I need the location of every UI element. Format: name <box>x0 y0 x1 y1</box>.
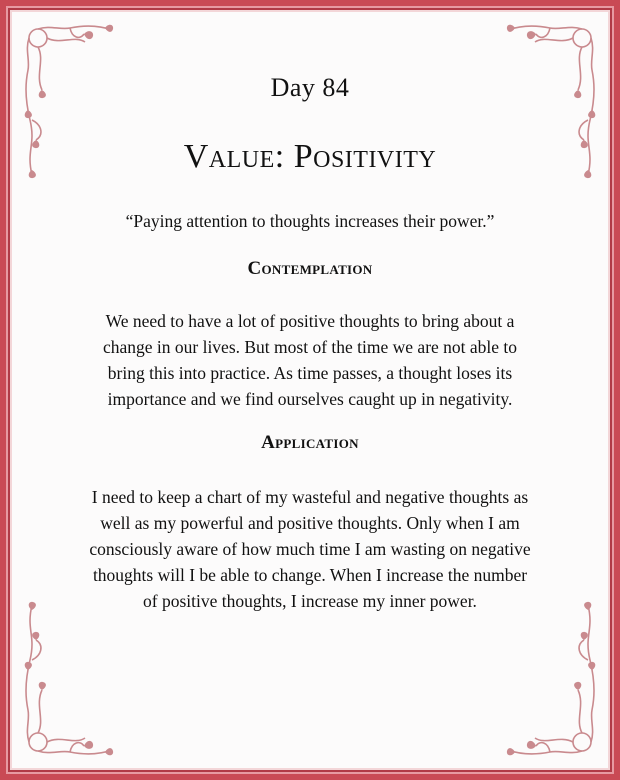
paragraph-line: We need to have a lot of positive thoughts to bring about a <box>105 311 515 331</box>
floral-corner-ornament-icon <box>20 600 120 760</box>
paragraph-line: well as my powerful and positive thoughts. Only when I am <box>100 513 520 533</box>
contemplation-paragraph <box>46 308 574 412</box>
paragraph-line: I need to keep a chart of my wasteful and negative thoughts as <box>91 487 529 507</box>
value-title: Value: Positivity <box>183 138 437 175</box>
paragraph-line: of positive thoughts, I increase my inner power. <box>143 591 477 611</box>
floral-corner-ornament-icon <box>500 600 600 760</box>
application-heading: Application <box>261 432 359 453</box>
application-paragraph <box>46 484 574 614</box>
paragraph-line: thoughts will I be able to change. When I increase the number <box>92 565 528 585</box>
paragraph-line: consciously aware of how much time I am wasting on negative <box>89 539 531 559</box>
paragraph-line: importance and we find ourselves caught up in negativity. <box>107 389 513 409</box>
quote-text: “Paying attention to thoughts increases their power.” <box>125 211 495 231</box>
paragraph-line: change in our lives. But most of the time we are not able to <box>102 337 518 357</box>
contemplation-heading: Contemplation <box>247 258 373 279</box>
day-label: Day 84 <box>270 73 350 102</box>
paragraph-line: bring this into practice. As time passes, a thought loses its <box>107 363 513 383</box>
